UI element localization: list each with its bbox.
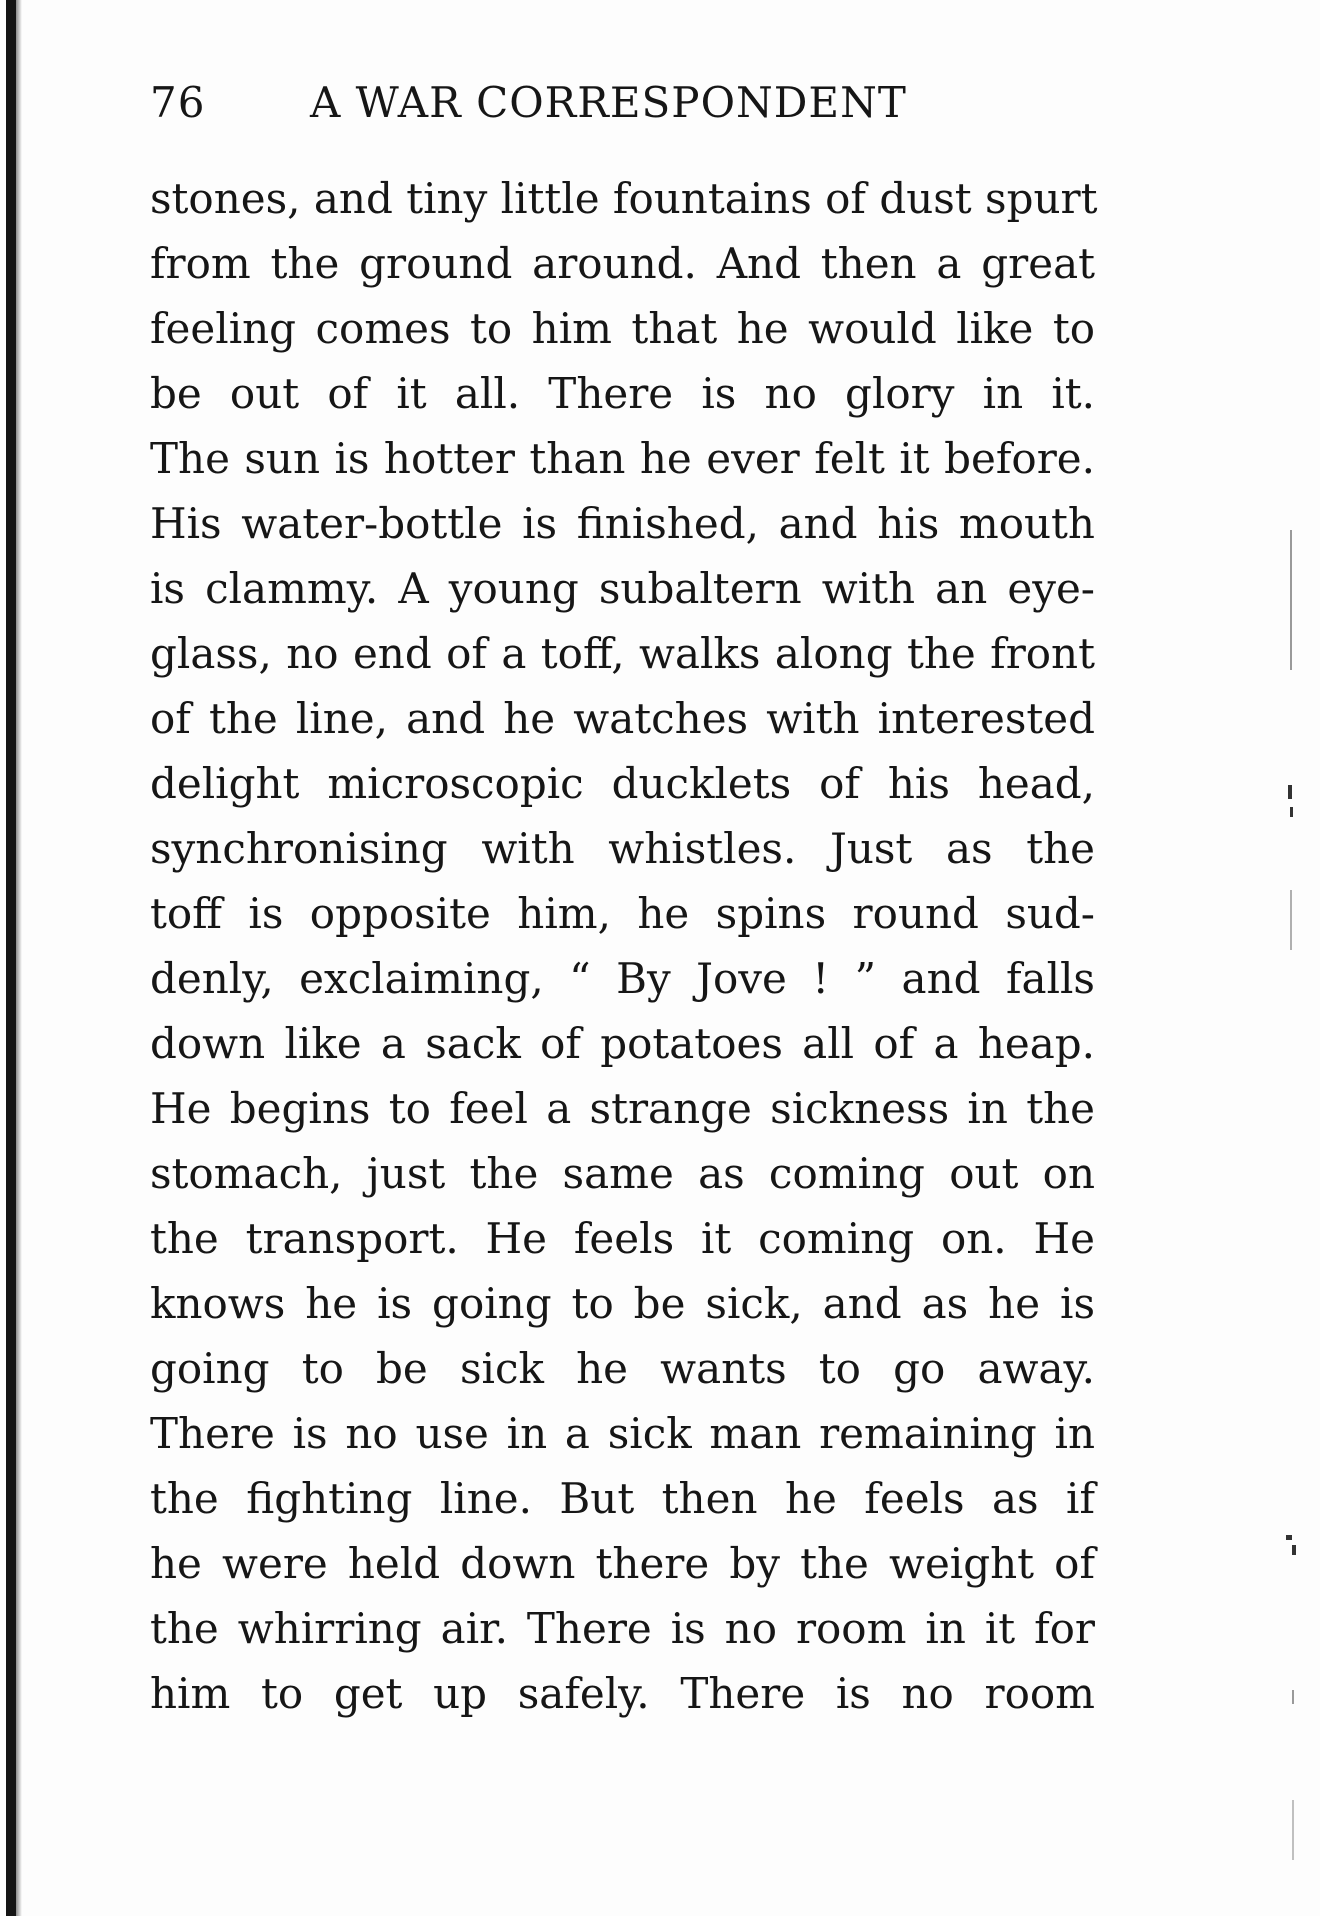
text-line: be out of it all. There is no glory in it. — [150, 369, 1095, 418]
text-line: down like a sack of potatoes all of a heap. — [150, 1019, 1095, 1068]
text-line: The sun is hotter than he ever felt it before. — [150, 434, 1095, 483]
text-line: denly, exclaiming, “ By Jove ! ” and falls — [150, 954, 1095, 1003]
margin-speck — [1290, 807, 1293, 817]
margin-speck — [1292, 1545, 1296, 1555]
text-line: from the ground around. And then a great — [150, 239, 1095, 288]
text-line: There is no use in a sick man remaining in — [150, 1409, 1095, 1458]
text-line: the whirring air. There is no room in it for — [150, 1604, 1095, 1653]
text-line: synchronising with whistles. Just as the — [150, 824, 1095, 873]
margin-speck — [1288, 785, 1292, 799]
margin-speck — [1290, 890, 1292, 950]
margin-speck — [1292, 1800, 1294, 1860]
text-line: of the line, and he watches with interested — [150, 694, 1095, 743]
running-head — [150, 78, 1110, 127]
margin-speck — [1286, 1535, 1292, 1540]
text-line: going to be sick he wants to go away. — [150, 1344, 1095, 1393]
text-line: toff is opposite him, he spins round sud- — [150, 889, 1095, 938]
text-line: glass, no end of a toff, walks along the front — [150, 629, 1095, 678]
text-line: He begins to feel a strange sickness in the — [150, 1084, 1095, 1133]
text-line: feeling comes to him that he would like to — [150, 304, 1095, 353]
page-spine-shadow — [16, 0, 22, 1916]
text-line: knows he is going to be sick, and as he is — [150, 1279, 1095, 1328]
body-text — [150, 166, 1098, 1726]
text-line: stones, and tiny little fountains of dust spurt — [150, 174, 1098, 223]
margin-speck — [1290, 530, 1292, 670]
text-line: the fighting line. But then he feels as if — [150, 1474, 1095, 1523]
text-line: is clammy. A young subaltern with an eye- — [150, 564, 1095, 613]
text-line: the transport. He feels it coming on. He — [150, 1214, 1095, 1263]
text-line: delight microscopic ducklets of his head, — [150, 759, 1095, 808]
text-line: stomach, just the same as coming out on — [150, 1149, 1095, 1198]
text-line: he were held down there by the weight of — [150, 1539, 1095, 1588]
running-title: A WAR CORRESPONDENT — [310, 78, 907, 127]
text-line: him to get up safely. There is no room — [150, 1669, 1095, 1718]
page-number: 76 — [150, 78, 206, 127]
margin-speck — [1292, 1690, 1294, 1704]
text-line: His water-bottle is finished, and his mouth — [150, 499, 1095, 548]
page-spine-edge — [6, 0, 16, 1916]
